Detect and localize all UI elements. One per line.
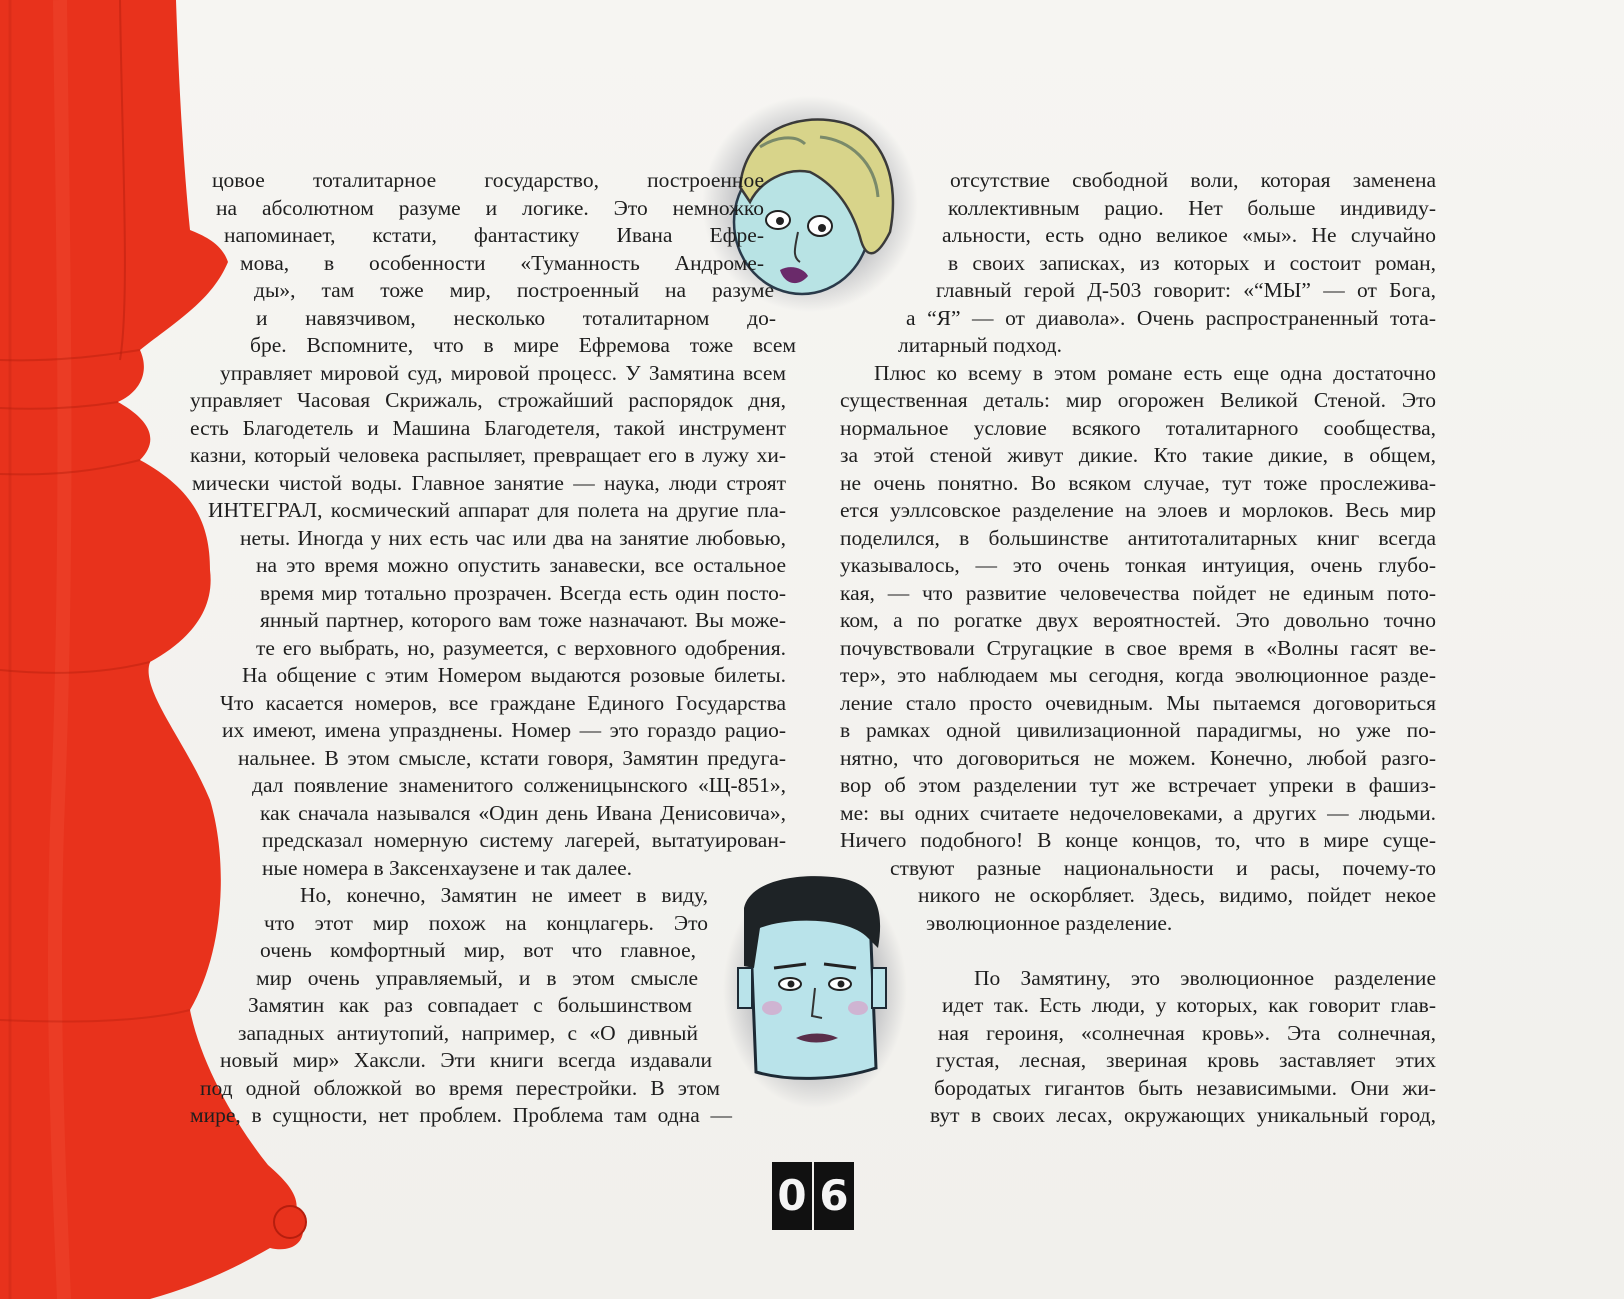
text-line: новый мир» Хаксли. Эти книги всегда издавали: [220, 1048, 712, 1072]
text-line: коллективным рацио. Нет больше индивиду-: [948, 195, 1436, 220]
text-line: ствуют разные национальности и расы, почему-то: [890, 855, 1436, 880]
text-line: очень комфортный мир, вот что главное,: [260, 938, 696, 962]
text-line: бре. Вспомните, что в мире Ефремова тоже всем: [250, 333, 796, 357]
text-line: мова, в особенности «Туманность Андроме-: [240, 250, 764, 275]
text-line: дал появление знаменитого солженицынского «Щ-851»,: [252, 773, 786, 797]
text-line: за этой стеной живут дикие. Кто такие дикие, в общем,: [840, 443, 1436, 467]
text-line: нальнее. В этом смысле, кстати говоря, Замятин предуга-: [238, 745, 786, 770]
text-line: на это время можно опустить занавески, все остальное: [256, 553, 786, 577]
text-line: вут в своих лесах, окружающих уникальный город,: [930, 1103, 1436, 1127]
page-number: [772, 1162, 854, 1230]
text-line: предсказал номерную систему лагерей, вытатуирован-: [262, 828, 786, 852]
text-line: на абсолютном разуме и логике. Это немножко: [216, 195, 764, 220]
text-line: существенная деталь: мир огорожен Великой Стеной. Это: [840, 388, 1436, 412]
text-line: ИНТЕГРАЛ, космический аппарат для полета на другие пла-: [208, 498, 786, 522]
text-line: Замятин как раз совпадает с большинством: [248, 993, 692, 1017]
text-line: Плюс ко всему в этом романе есть еще одна достаточно: [874, 360, 1436, 385]
text-line: идет так. Есть люди, у которых, как говорит глав-: [942, 993, 1436, 1017]
text-line: и навязчивом, несколько тоталитарном до-: [256, 305, 776, 330]
text-line: есть Благодетель и Машина Благодетеля, такой инструмент: [190, 415, 786, 440]
text-line: ме: вы одних считаете недочеловеками, а других — людьми.: [840, 800, 1436, 825]
text-line: западных антиутопий, например, с «О дивный: [238, 1020, 698, 1045]
text-line: под одной обложкой во время перестройки. В этом: [200, 1075, 720, 1100]
text-line: не очень понятно. Во всяком случае, тут тоже прослежива-: [840, 470, 1436, 495]
text-line: поделился, в большинстве антитоталитарных книг всегда: [840, 525, 1436, 550]
text-line: На общение с этим Номером выдаются розовые билеты.: [242, 663, 786, 687]
text-line: ление стало просто очевидным. Мы пытаемся договориться: [840, 690, 1436, 715]
right-text-column: [830, 167, 1440, 1130]
text-line: время мир тотально прозрачен. Всегда есть один посто-: [260, 580, 786, 605]
text-line: Но, конечно, Замятин не имеет в виду,: [300, 883, 708, 907]
text-line: ная героиня, «солнечная кровь». Эта солнечная,: [938, 1020, 1436, 1045]
left-text-column: [190, 167, 796, 1130]
text-line: литарный подход.: [898, 333, 1062, 357]
text-line: бородатых гигантов быть независимыми. Они жи-: [934, 1075, 1436, 1100]
text-line: управляет мировой суд, мировой процесс. У Замятина всем: [220, 360, 786, 385]
text-line: те его выбрать, но, разумеется, с верховного одобрения.: [256, 635, 786, 660]
text-line: никого не оскорбляет. Здесь, видимо, пойдет некое: [918, 883, 1436, 907]
page-number-digit: 6: [814, 1162, 854, 1230]
page-number-digit: 0: [772, 1162, 812, 1230]
text-line: указывалось, — это очень тонкая интуиция, очень глубо-: [840, 553, 1436, 577]
text-line: напоминает, кстати, фантастику Ивана Ефре-: [224, 223, 764, 247]
text-line: янный партнер, которого вам тоже назначают. Вы може-: [260, 608, 786, 632]
text-line: Ничего подобного! В конце концов, то, что в мире суще-: [840, 828, 1436, 852]
text-line: цовое тоталитарное государство, построенное: [212, 168, 764, 192]
text-line: отсутствие свободной воли, которая заменена: [950, 168, 1436, 192]
text-line: альности, есть одно великое «мы». Не случайно: [942, 223, 1436, 247]
text-line: мир очень управляемый, и в этом смысле: [256, 965, 698, 990]
text-line: а “Я” — от диавола». Очень распространенный тота-: [906, 305, 1436, 330]
text-line: тер», это наблюдаем мы сегодня, когда эволюционное разде-: [840, 663, 1436, 687]
text-line: нятно, что договориться не можем. Конечно, любой разго-: [840, 745, 1436, 770]
text-line: как сначала назывался «Один день Ивана Денисовича»,: [260, 800, 786, 825]
text-line: мире, в сущности, нет проблем. Проблема там одна —: [190, 1103, 732, 1127]
text-line: ды», там тоже мир, построенный на разуме: [254, 278, 774, 302]
text-line: Что касается номеров, все граждане Единого Государства: [220, 690, 786, 715]
text-line: что этот мир похож на концлагерь. Это: [264, 910, 708, 935]
text-line: в рамках одной цивилизационной парадигмы, но уже по-: [840, 718, 1436, 742]
text-line: кая, — что развитие человечества пойдет не единым пото-: [840, 580, 1436, 605]
text-line: почувствовали Стругацкие в свое время в «Волны гасят ве-: [840, 635, 1436, 660]
text-line: их имеют, имена упразднены. Номер — это гораздо рацио-: [222, 718, 786, 742]
text-line: мически чистой воды. Главное занятие — наука, люди строят: [192, 470, 786, 495]
text-line: в своих записках, из которых и состоит роман,: [948, 250, 1436, 275]
text-line: ные номера в Заксенхаузене и так далее.: [262, 855, 633, 880]
text-line: вор об этом разделении тут же встречает упреки в фашиз-: [840, 773, 1436, 797]
text-line: ется уэллсовское разделение на элоев и морлоков. Весь мир: [840, 498, 1436, 522]
text-line: нормальное условие всякого тоталитарного сообщества,: [840, 415, 1436, 440]
text-line: управляет Часовая Скрижаль, строжайший распорядок дня,: [190, 388, 786, 412]
text-line: По Замятину, это эволюционное разделение: [974, 965, 1436, 990]
text-line: неты. Иногда у них есть час или два на занятие любовью,: [240, 525, 786, 550]
text-line: густая, лесная, звериная кровь заставляет этих: [936, 1048, 1436, 1072]
text-line: главный герой Д-503 говорит: «“МЫ” — от Бога,: [936, 278, 1436, 302]
text-line: казни, который человека распыляет, превращает его в лужу хи-: [190, 443, 786, 467]
text-line: ком, а по рогатке двух вероятностей. Это довольно точно: [840, 608, 1436, 632]
text-line: эволюционное разделение.: [926, 910, 1173, 935]
